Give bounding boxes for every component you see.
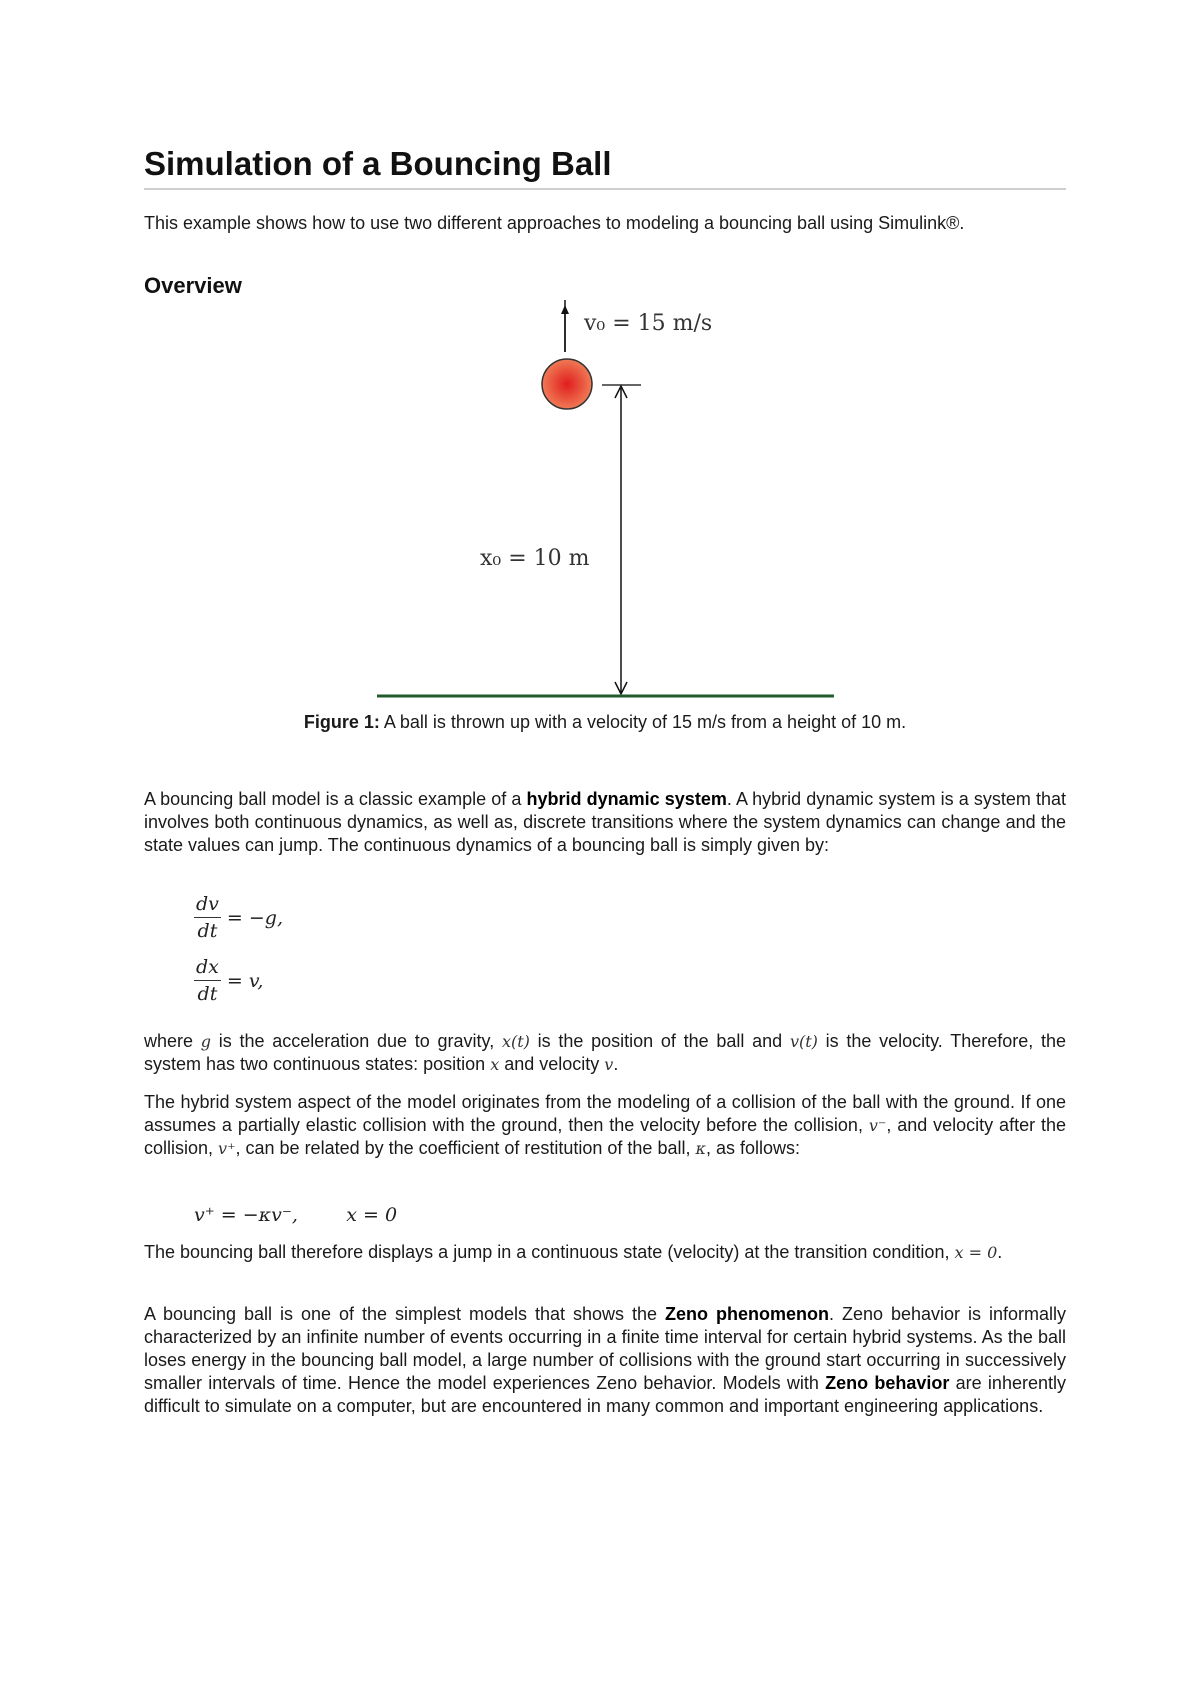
- text-run: , can be related by the coefficient of restitution of the ball,: [235, 1138, 696, 1158]
- text-run: is the acceleration due to gravity,: [211, 1031, 502, 1051]
- eq2-rhs: = v,: [226, 969, 264, 992]
- text-run: The hybrid system aspect of the model originates from the modeling of a collision of the ball with the ground. If one assumes a partially elastic collision with the ground, then the velocity before the collision,: [144, 1092, 1066, 1135]
- ball: [542, 359, 592, 409]
- page-title: Simulation of a Bouncing Ball: [144, 144, 1066, 190]
- eq2-denominator: dt: [197, 983, 218, 1005]
- eq1-numerator: dv: [194, 893, 221, 918]
- math-x: x: [490, 1055, 500, 1074]
- paragraph-hybrid-system: [144, 788, 1066, 857]
- paragraph-collision: [144, 1091, 1066, 1160]
- text-run: A bouncing ball is one of the simplest models that shows the: [144, 1304, 666, 1324]
- text-run: . Zeno behavior is informally characterized by an infinite number of events occurring in a finite time interval for certain hybrid systems. As the ball loses energy in the bouncing ball model, a large number of collisions with the ground start occurring in successively smaller intervals of time. Hence the model experiences Zeno behavior. Models with: [144, 1304, 1066, 1393]
- overview-heading: Overview: [144, 273, 242, 298]
- text-run: A bouncing ball model is a classic example of a: [144, 789, 527, 809]
- text-run: The bouncing ball therefore displays a jump in a continuous state (velocity) at the transition condition,: [144, 1242, 955, 1262]
- math-v: v: [604, 1055, 614, 1074]
- math-g: g: [200, 1032, 212, 1051]
- paragraph-states: [144, 1030, 1066, 1076]
- text-run: , as follows:: [705, 1138, 801, 1158]
- eq1-denominator: dt: [197, 920, 218, 942]
- equation-dx-dt: [194, 956, 263, 1005]
- text-run: , and velocity after the collision,: [144, 1115, 1066, 1158]
- caption-label: Figure 1:: [303, 712, 380, 732]
- text-run: are inherently difficult to simulate on a computer, but are encountered in many common and important engineering applications.: [144, 1373, 1066, 1416]
- text-run: is the velocity. Therefore, the system has two continuous states: position: [144, 1031, 1067, 1074]
- eq2-numerator: dx: [194, 956, 221, 981]
- eq1-rhs: = −g,: [226, 906, 283, 929]
- paragraph-jump: [144, 1241, 1066, 1264]
- text-run: where: [144, 1031, 201, 1051]
- math-v-of-t: v(t): [789, 1032, 818, 1051]
- x0-label: x₀ = 10 m: [480, 546, 590, 571]
- math-kappa: κ: [695, 1139, 706, 1158]
- intro-paragraph: This example shows how to use two different approaches to modeling a bouncing ball using Simulink®.: [144, 213, 965, 233]
- equation-restitution: v⁺ = −κv⁻, x = 0: [194, 1204, 398, 1226]
- text-run: .: [613, 1054, 619, 1074]
- figure-caption: [144, 711, 1066, 734]
- equation-dv-dt: [194, 893, 283, 942]
- text-run: . A hybrid dynamic system is a system that involves both continuous dynamics, as well as, discrete transitions where the system dynamics can change and the state values can jump. The continuous dynamics of a bouncing ball is simply given by:: [144, 789, 1066, 855]
- bouncing-ball-diagram: [144, 300, 1066, 700]
- text-run: .: [997, 1242, 1003, 1262]
- term-zeno-phenomenon: Zeno phenomenon: [665, 1304, 829, 1324]
- math-x-equals-0: x = 0: [954, 1243, 998, 1262]
- math-x-of-t: x(t): [501, 1032, 530, 1051]
- term-hybrid-dynamic-system: hybrid dynamic system: [526, 789, 727, 809]
- v0-label: v₀ = 15 m/s: [584, 311, 713, 336]
- text-run: and velocity: [499, 1054, 605, 1074]
- term-zeno-behavior: Zeno behavior: [825, 1373, 950, 1393]
- math-v-plus: v⁺: [218, 1139, 236, 1158]
- math-v-minus: v⁻: [868, 1116, 887, 1135]
- figure-1: [144, 300, 1066, 700]
- caption-text: A ball is thrown up with a velocity of 15 m/s from a height of 10 m.: [379, 712, 907, 732]
- text-run: is the position of the ball and: [529, 1031, 790, 1051]
- paragraph-zeno: [144, 1303, 1066, 1418]
